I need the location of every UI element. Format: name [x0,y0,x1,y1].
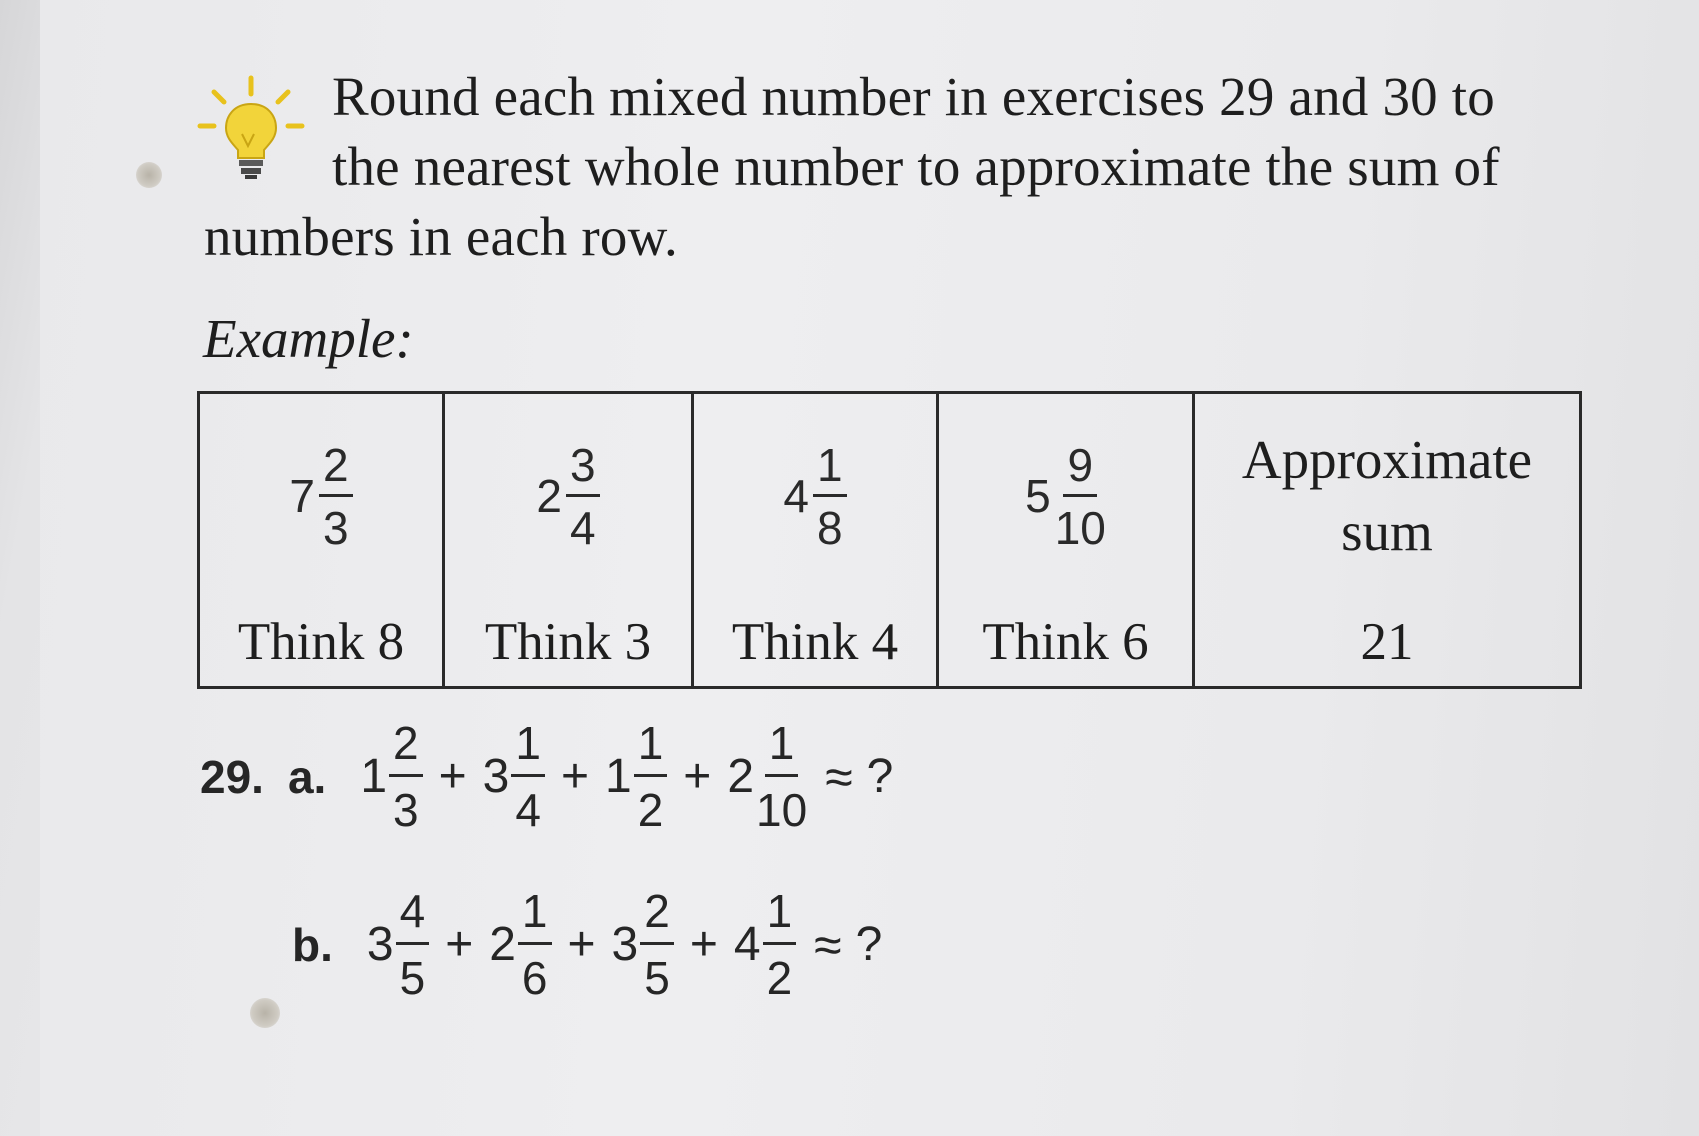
instruction-line: Round each mixed number in exercises 29 and 30 to [332,66,1495,127]
denominator: 5 [644,952,670,1004]
plus-sign: + [683,750,712,803]
whole-part: 4 [733,918,761,971]
plus-sign: + [567,918,596,971]
approx-sign: ≈ [814,916,842,973]
plus-sign: + [560,750,589,803]
whole-part: 7 [289,470,315,522]
fraction [518,885,552,1004]
mixed-number [783,438,846,554]
table-cell [199,393,444,599]
question-mark: ? [866,750,894,803]
fraction [763,885,797,1004]
question-mark: ? [855,918,883,971]
whole-part: 4 [783,470,809,522]
fraction [319,438,353,554]
denominator: 8 [817,501,843,554]
whole-part: 2 [536,470,562,522]
fraction [1054,438,1106,554]
plus-sign: + [689,918,718,971]
fraction [389,717,423,836]
denominator: 10 [1054,501,1106,554]
think-cell: Think 6 [938,598,1194,688]
whole-part: 1 [604,750,632,803]
numerator: 1 [765,720,799,777]
exercise-29b [292,885,883,1004]
denominator: 4 [515,784,541,836]
table-cell [1194,393,1581,599]
denominator: 10 [756,784,808,836]
whole-part: 1 [360,750,388,803]
example-label: Example: [203,308,414,369]
denominator: 4 [570,501,596,554]
fraction [396,885,430,1004]
whole-part: 2 [727,750,755,803]
denominator: 3 [393,784,419,836]
denominator: 5 [399,952,426,1004]
denominator: 2 [766,952,793,1004]
numerator: 1 [511,720,545,777]
fraction [813,438,847,554]
approx-sign: ≈ [825,748,853,805]
sum-header-line: sum [1341,501,1433,562]
think-cell: Think 4 [693,598,938,688]
sum-header-line: Approximate [1241,429,1533,490]
example-table [197,391,1582,689]
fraction [511,717,545,836]
numerator: 1 [813,442,847,497]
table-cell [938,393,1194,599]
numerator: 9 [1063,442,1097,497]
fraction [640,885,674,1004]
mixed-number [1025,438,1106,554]
think-cell: Think 3 [444,598,693,688]
mixed-number [536,438,599,554]
whole-part: 3 [482,750,510,803]
plus-sign: + [445,918,474,971]
denominator: 6 [521,952,548,1004]
denominator: 2 [637,784,664,836]
numerator: 3 [566,442,600,497]
think-cell: Think 8 [199,598,444,688]
mixed-number [289,438,352,554]
numerator: 1 [518,888,552,945]
plus-sign: + [438,750,467,803]
page-speck [136,162,162,188]
exercise-number: 29. [200,750,264,803]
exercise-part-label: a. [287,750,327,803]
instruction-line: the nearest whole number to approximate the sum of [332,136,1500,197]
numerator: 1 [634,720,668,777]
table-cell [693,393,938,599]
sum-value: 21 [1194,598,1581,688]
whole-part: 3 [611,918,639,971]
fraction [756,717,808,836]
table-cell [444,393,693,599]
exercise-part-label: b. [292,918,333,971]
numerator: 1 [763,888,797,945]
fraction [634,717,668,836]
numerator: 2 [640,888,674,945]
instruction-line: numbers in each row. [204,206,678,267]
page-speck [250,998,280,1028]
numerator: 4 [396,888,430,945]
numerator: 2 [319,442,353,497]
whole-part: 2 [489,918,516,971]
whole-part: 3 [366,918,394,971]
exercise-29a [200,717,894,836]
fraction [566,438,600,554]
whole-part: 5 [1025,470,1051,522]
sum-header [1195,424,1579,568]
denominator: 3 [323,501,349,554]
numerator: 2 [389,720,423,777]
instructions [204,62,1584,272]
